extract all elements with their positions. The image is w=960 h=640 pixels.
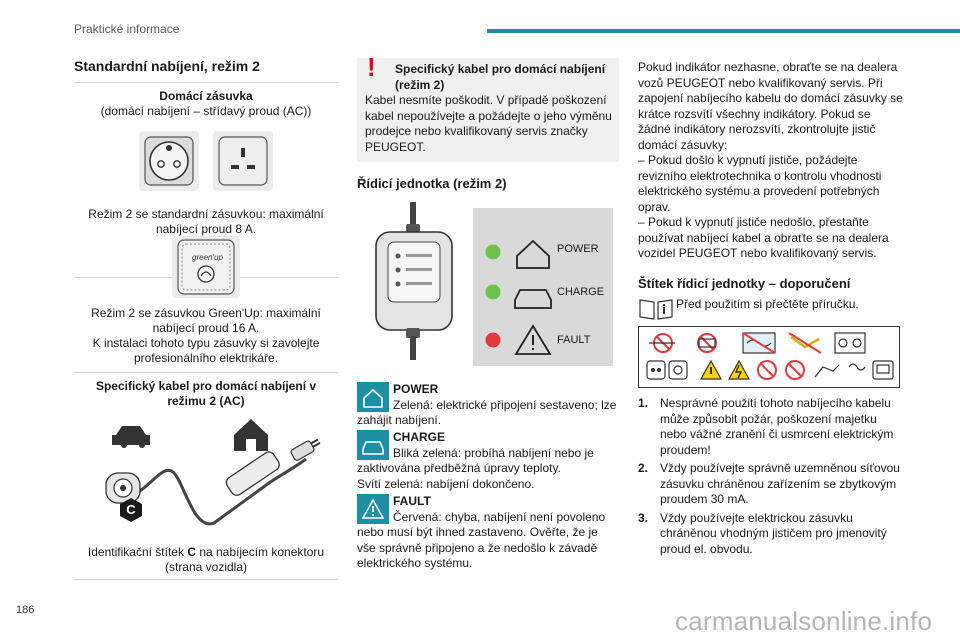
mode2-standard-text: Režim 2 se standardní zásuvkou: maximální nabíjecí proud 8 A.: [88, 207, 324, 236]
charge-text-1: Bliká zelená: probíhá nabíjení nebo je zaktivována předběžná úpravy teploty.: [357, 445, 594, 475]
read-manual-icon: [638, 296, 674, 320]
control-unit-device: [372, 202, 456, 360]
fault-text: Červená: chyba, nabíjení není povoleno nebo musí být ihned zastaveno. Ověřte, že je vše správně připojeno a že nedošlo k závadě elektrického systému.: [357, 509, 606, 570]
power-led: [486, 245, 501, 260]
label-c-badge: C: [118, 497, 144, 523]
dash-item-2: – Pokud k vypnutí jističe nedošlo, přestaňte používat nabíjecí kabel a obraťte se na dealera vozidel PEUGEOT nebo kvalifikovaný servis.: [638, 215, 889, 260]
label-recommendations-title: Štítek řídicí jednotky – doporučení: [638, 276, 851, 291]
mode2-greenup-text: Režim 2 se zásuvkou Green'Up: maximální nabíjecí proud 16 A.: [91, 306, 321, 335]
warning-text: Kabel nesmíte poškodit. V případě poškození kabel nepoužívejte a požádejte o jeho výměnu prodejce nebo kvalifikovaný servis značky PEUGEOT.: [365, 93, 612, 154]
section-header: Praktické informace: [74, 22, 180, 36]
house-icon: [234, 419, 268, 451]
watermark: carmanualsonline.info: [675, 606, 933, 636]
list-item-2: 2. Vždy používejte správně uzemněnou síťovou zásuvku chráněnou zařízením se zbytkovým proudem 30 mA.: [638, 461, 900, 506]
greenup-socket-icon: [172, 236, 240, 298]
charge-car-icon: [515, 290, 551, 308]
dash-item-1: – Pokud došlo k vypnutí jističe, požádejte revizního elektrotechnika o kontrolu vhodnosti elektrického systému a provedení potřebných oprav.: [638, 153, 882, 214]
intro-text: Pokud indikátor nezhasne, obraťte se na dealera vozů PEUGEOT nebo kvalifikovaný servis. Při zapojení nabíjecího kabelu do domácí zásuvky se krátce rozsvítí všechny indikátory. Pokud se žádné indikátory nerozsvítí, zkontrolujte jistič domácí zásuvky:: [638, 60, 903, 152]
fault-legend-icon: [357, 494, 389, 524]
control-unit-title: Řídicí jednotka (režim 2): [357, 176, 507, 191]
charge-title: CHARGE: [393, 430, 446, 444]
fault-led: [486, 333, 501, 348]
car-icon: [112, 426, 150, 448]
charge-text-2: Svítí zelená: nabíjení dokončeno.: [357, 476, 535, 491]
warning-box: [357, 52, 619, 162]
fault-title: FAULT: [393, 494, 431, 508]
recommendations-list: [638, 396, 906, 560]
power-text: Zelená: elektrické připojení sestaveno; lze zahájit nabíjení.: [357, 397, 617, 427]
warning-label-pictograms: [638, 326, 900, 388]
cable-box: [74, 372, 338, 580]
legend-power: [357, 382, 619, 429]
list-item-1: 1. Nesprávné použití tohoto nabíjecího kabelu může způsobit požár, poškození majetku nebo vážné zranění či usmrcení elektrickým proudem!: [638, 396, 894, 457]
greenup-block: [74, 230, 338, 370]
ident-label-text: Identifikační štítek C na nabíjecím konektoru (strana vozidla): [87, 545, 325, 574]
power-label: POWER: [557, 243, 599, 255]
indicator-instructions: [638, 60, 904, 262]
page-number: 186: [16, 604, 35, 616]
fault-label: FAULT: [557, 334, 591, 346]
home-socket-subtitle: (domácí nabíjení – střídavý proud (AC)): [100, 104, 312, 118]
power-house-icon: [517, 241, 549, 268]
manual-note: [638, 296, 908, 322]
cable-box-title: Specifický kabel pro domácí nabíjení v režimu 2 (AC): [95, 379, 317, 408]
legend-fault: [357, 494, 619, 572]
header-accent-bar: [487, 29, 960, 33]
list-item-3: 3. Vždy používejte elektrickou zásuvku chráněnou vhodným jističem pro jmenovitý proud el. obvodu.: [638, 510, 887, 556]
warning-exclamation-icon: !: [367, 52, 376, 82]
warning-title: Specifický kabel pro domácí nabíjení (režim 2): [395, 62, 606, 92]
greenup-label: green'up: [192, 253, 223, 262]
power-title: POWER: [393, 382, 439, 396]
greenup-install-text: K instalaci tohoto typu zásuvky si zavolejte profesionálního elektrikáře.: [92, 336, 320, 365]
charge-label: CHARGE: [557, 286, 605, 298]
legend-charge: [357, 430, 619, 492]
socket-type-g-icon: [213, 131, 273, 191]
socket-type-e-icon: [139, 131, 199, 191]
charge-led: [486, 285, 501, 300]
power-legend-icon: [357, 382, 389, 412]
charge-legend-icon: [357, 430, 389, 460]
home-socket-title: Domácí zásuvka: [159, 89, 253, 103]
led-status-panel: [473, 208, 613, 366]
manual-note-text: Před použitím si přečtěte příručku.: [676, 297, 859, 311]
section-title: Standardní nabíjení, režim 2: [74, 58, 260, 74]
